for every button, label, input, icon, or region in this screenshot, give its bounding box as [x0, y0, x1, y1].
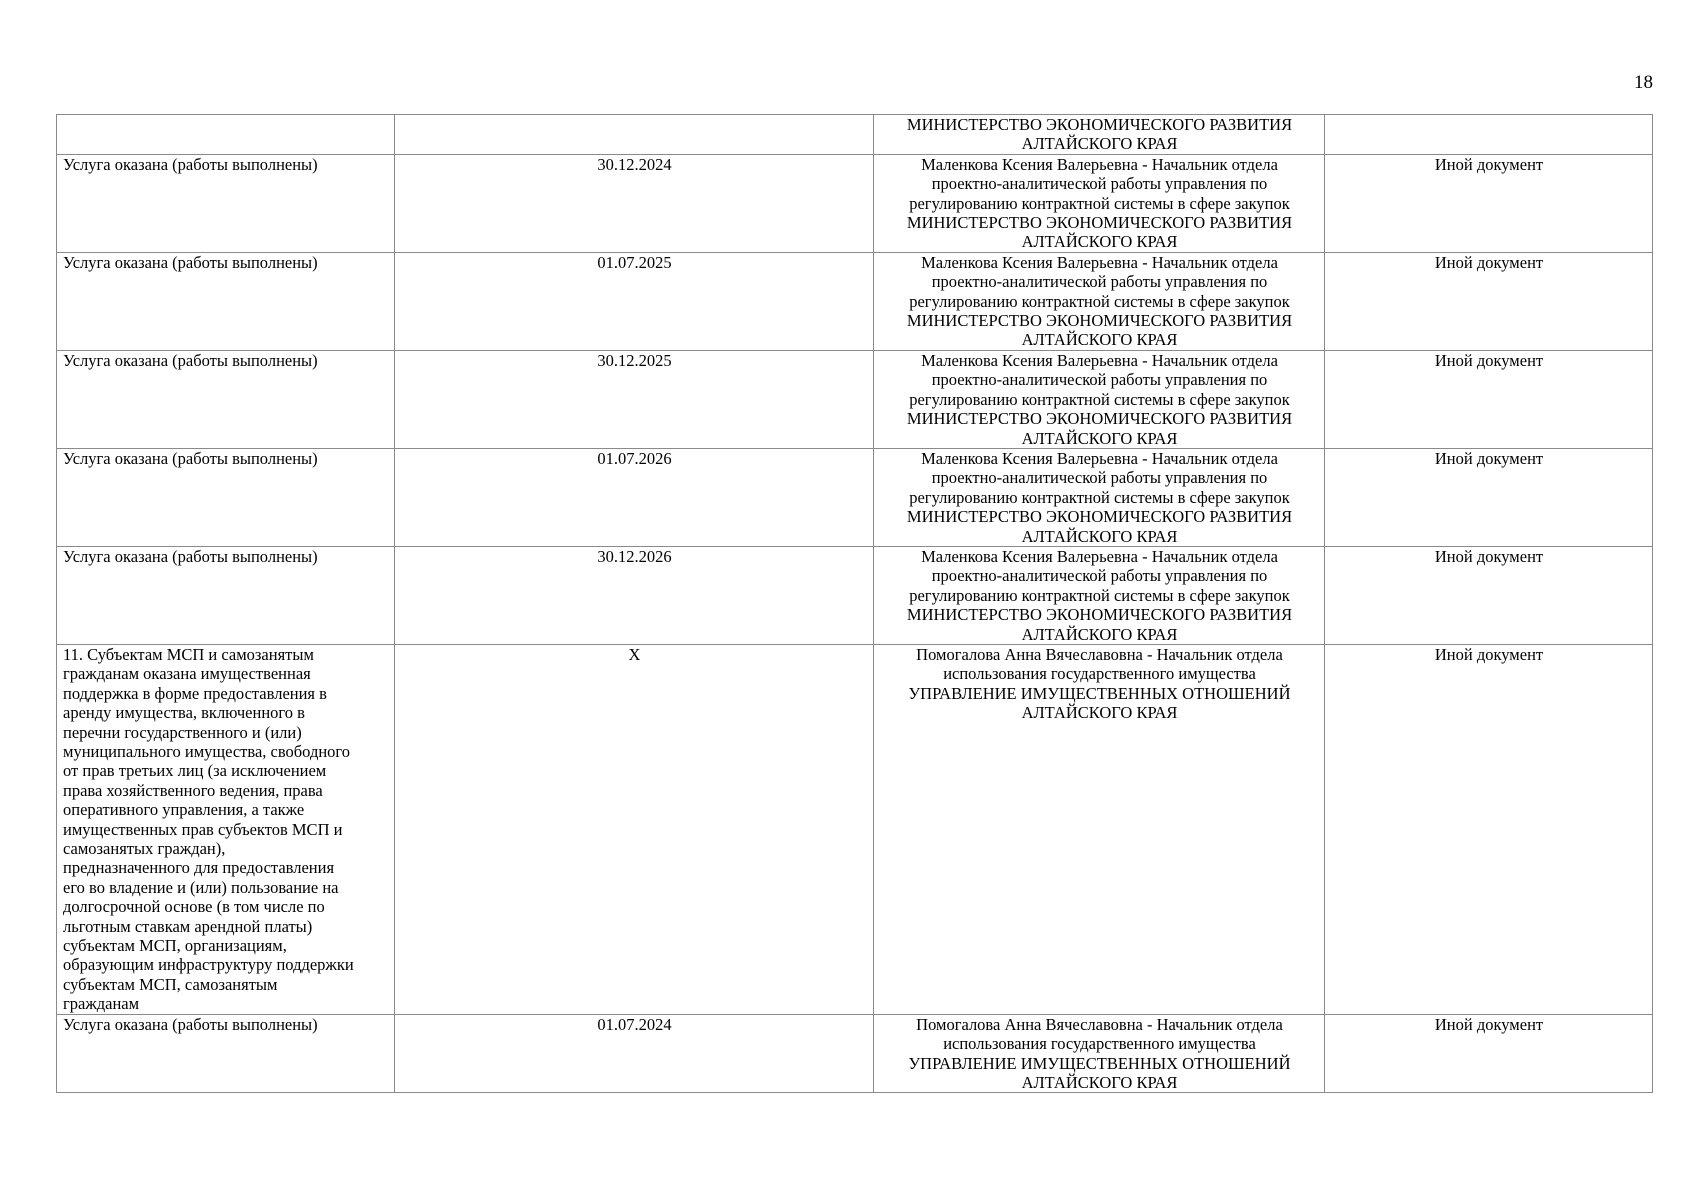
description-line: субъектам МСП, самозанятым — [63, 974, 278, 994]
table-row — [57, 350, 1653, 448]
table-row — [57, 115, 1653, 155]
responsible-line: использования государственного имущества — [943, 1034, 1256, 1054]
responsible-line: Помогалова Анна Вячеславовна - Начальник отдела — [916, 1014, 1283, 1034]
responsible-line: регулированию контрактной системы в сфере закупок — [909, 291, 1290, 311]
responsible-line: проектно-аналитической работы управления по — [931, 566, 1268, 586]
responsible-line: АЛТАЙСКОГО КРАЯ — [1021, 330, 1178, 350]
responsible-line: АЛТАЙСКОГО КРАЯ — [1021, 1072, 1178, 1092]
responsible-line: Маленкова Ксения Валерьевна - Начальник отдела — [921, 154, 1278, 174]
responsible-line: проектно-аналитической работы управления по — [931, 174, 1268, 194]
date-cell: 30.12.2024 — [395, 154, 874, 252]
table-row — [57, 252, 1653, 350]
description-line: муниципального имущества, свободного — [63, 742, 351, 761]
description-line: аренду имущества, включенного в — [63, 703, 305, 723]
result-cell: Услуга оказана (работы выполнены) — [57, 546, 395, 644]
responsible-cell — [874, 252, 1325, 350]
responsible-line: УПРАВЛЕНИЕ ИМУЩЕСТВЕННЫХ ОТНОШЕНИЙ — [908, 683, 1291, 703]
responsible-cell — [874, 1014, 1325, 1093]
document-type-cell — [1325, 115, 1653, 155]
description-line: имущественных прав субъектов МСП и — [63, 819, 343, 839]
responsible-line: АЛТАЙСКОГО КРАЯ — [1021, 526, 1178, 546]
responsible-line: МИНИСТЕРСТВО ЭКОНОМИЧЕСКОГО РАЗВИТИЯ — [906, 605, 1293, 625]
description-line: поддержка в форме предоставления в — [63, 683, 327, 703]
responsible-line: регулированию контрактной системы в сфере закупок — [909, 193, 1290, 213]
responsible-line: Маленкова Ксения Валерьевна - Начальник отдела — [921, 546, 1278, 566]
responsible-line: АЛТАЙСКОГО КРАЯ — [1021, 624, 1178, 644]
responsible-line: АЛТАЙСКОГО КРАЯ — [1021, 134, 1178, 154]
responsible-line: МИНИСТЕРСТВО ЭКОНОМИЧЕСКОГО РАЗВИТИЯ — [906, 409, 1293, 429]
table-row — [57, 448, 1653, 546]
description-line: субъектам МСП, организациям, — [63, 936, 287, 956]
responsible-line: МИНИСТЕРСТВО ЭКОНОМИЧЕСКОГО РАЗВИТИЯ — [906, 213, 1293, 233]
date-cell: 01.07.2025 — [395, 252, 874, 350]
description-line: льготным ставкам арендной платы) — [63, 916, 313, 936]
description-line: 11. Субъектам МСП и самозанятым — [63, 644, 314, 664]
document-table — [56, 114, 1653, 1093]
description-line: гражданам — [63, 994, 140, 1014]
responsible-line: АЛТАЙСКОГО КРАЯ — [1021, 428, 1178, 448]
result-cell: Услуга оказана (работы выполнены) — [57, 252, 395, 350]
responsible-line: АЛТАЙСКОГО КРАЯ — [1021, 703, 1178, 723]
description-line: долгосрочной основе (в том числе по — [63, 897, 325, 917]
event-description-cell — [57, 644, 395, 1014]
responsible-line: УПРАВЛЕНИЕ ИМУЩЕСТВЕННЫХ ОТНОШЕНИЙ — [908, 1053, 1291, 1073]
responsible-line: регулированию контрактной системы в сфере закупок — [909, 487, 1290, 507]
date-cell — [395, 115, 874, 155]
result-cell: Услуга оказана (работы выполнены) — [57, 448, 395, 546]
responsible-line: АЛТАЙСКОГО КРАЯ — [1021, 232, 1178, 252]
table-row — [57, 1014, 1653, 1093]
page-number: 18 — [1634, 72, 1653, 93]
responsible-line: использования государственного имущества — [943, 664, 1256, 684]
table-row — [57, 644, 1653, 1014]
document-type-cell: Иной документ — [1325, 252, 1653, 350]
document-type-cell: Иной документ — [1325, 546, 1653, 644]
date-cell: X — [395, 644, 874, 1014]
date-cell: 01.07.2024 — [395, 1014, 874, 1093]
responsible-line: МИНИСТЕРСТВО ЭКОНОМИЧЕСКОГО РАЗВИТИЯ — [906, 311, 1293, 331]
description-line: образующим инфраструктуру поддержки — [63, 955, 354, 975]
responsible-line: проектно-аналитической работы управления по — [931, 468, 1268, 488]
document-type-cell: Иной документ — [1325, 350, 1653, 448]
document-type-cell: Иной документ — [1325, 448, 1653, 546]
document-type-cell: Иной документ — [1325, 644, 1653, 1014]
description-line: оперативного управления, а также — [63, 800, 305, 820]
responsible-line: проектно-аналитической работы управления по — [931, 272, 1268, 292]
responsible-line: МИНИСТЕРСТВО ЭКОНОМИЧЕСКОГО РАЗВИТИЯ — [906, 507, 1293, 527]
result-cell: Услуга оказана (работы выполнены) — [57, 350, 395, 448]
description-line: его во владение и (или) пользование на — [63, 877, 339, 897]
responsible-line: регулированию контрактной системы в сфере закупок — [909, 389, 1290, 409]
result-cell — [57, 115, 395, 155]
result-cell: Услуга оказана (работы выполнены) — [57, 1014, 395, 1093]
responsible-line: Маленкова Ксения Валерьевна - Начальник отдела — [921, 252, 1278, 272]
document-type-cell: Иной документ — [1325, 154, 1653, 252]
date-cell: 30.12.2026 — [395, 546, 874, 644]
responsible-line: регулированию контрактной системы в сфере закупок — [909, 585, 1290, 605]
description-line: права хозяйственного ведения, права — [63, 780, 323, 800]
document-type-cell: Иной документ — [1325, 1014, 1653, 1093]
responsible-cell — [874, 350, 1325, 448]
description-line: самозанятых граждан), — [63, 839, 226, 859]
description-line: от прав третьих лиц (за исключением — [63, 761, 327, 781]
date-cell: 01.07.2026 — [395, 448, 874, 546]
responsible-line: Маленкова Ксения Валерьевна - Начальник отдела — [921, 448, 1278, 468]
responsible-line: проектно-аналитической работы управления по — [931, 370, 1268, 390]
responsible-line: МИНИСТЕРСТВО ЭКОНОМИЧЕСКОГО РАЗВИТИЯ — [906, 115, 1293, 134]
responsible-cell — [874, 448, 1325, 546]
table-row — [57, 154, 1653, 252]
date-cell: 30.12.2025 — [395, 350, 874, 448]
responsible-line: Маленкова Ксения Валерьевна - Начальник отдела — [921, 350, 1278, 370]
responsible-cell — [874, 154, 1325, 252]
description-line: предназначенного для предоставления — [63, 858, 335, 878]
responsible-cell — [874, 644, 1325, 1014]
responsible-cell — [874, 546, 1325, 644]
table-row — [57, 546, 1653, 644]
responsible-line: Помогалова Анна Вячеславовна - Начальник отдела — [916, 644, 1283, 664]
description-line: гражданам оказана имущественная — [63, 664, 311, 684]
responsible-cell — [874, 115, 1325, 155]
description-line: перечни государственного и (или) — [63, 722, 302, 742]
result-cell: Услуга оказана (работы выполнены) — [57, 154, 395, 252]
